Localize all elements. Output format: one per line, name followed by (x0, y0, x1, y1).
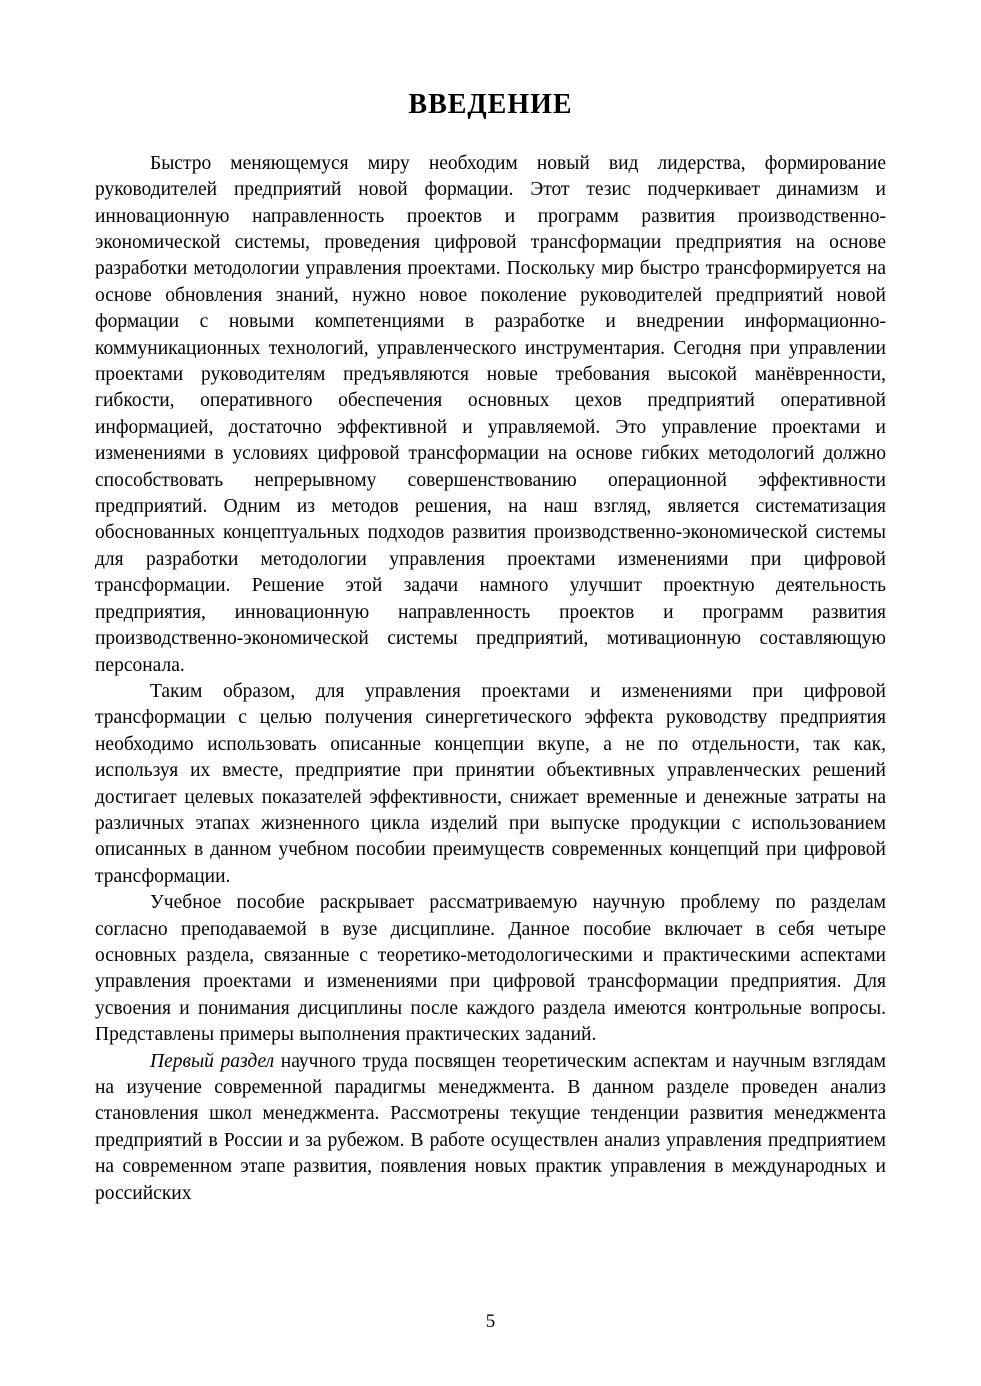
paragraph-4-body: научного труда посвящен теоретическим аспектам и научным взглядам на изучение современной парадигмы менеджмента. В данном разделе проведен анализ становления школ менеджмента. Рассмотрены текущие тенденции развития менеджмента предприятий в России и за рубежом. В работе осуществлен анализ управления предприятием на современном этапе развития, появления новых практик управления в международных и российских (95, 1050, 886, 1204)
body-text (95, 151, 886, 1207)
page-title: ВВЕДЕНИЕ (408, 89, 573, 120)
page-number: 5 (485, 1311, 496, 1332)
paragraph-2: Таким образом, для управления проектами и изменениями при цифровой трансформации с целью получения синергетического эффекта руководству предприятия необходимо использовать описанные концепции вкупе, а не по отдельности, так как, используя их вместе, предприятие при принятии объективных управленческих решений достигает целевых показателей эффективности, снижает временные и денежные затраты на различных этапах жизненного цикла изделий при выпуске продукции с использованием описанных в данном учебном пособии преимуществ современных концепций при цифровой трансформации. (95, 680, 886, 887)
paragraph-4 (95, 1049, 886, 1207)
paragraph-4-italic-lead: Первый раздел (150, 1050, 275, 1072)
paragraph-1: Быстро меняющемуся миру необходим новый вид лидерства, формирование руководителей предприятий новой формации. Этот тезис подчеркивает динамизм и инновационную направленность проектов и программ развития производственно-экономической системы, проведения цифровой трансформации предприятия на основе разработки методологии управления проектами. Поскольку мир быстро трансформируется на основе обновления знаний, нужно новое поколение руководителей предприятий новой формации с новыми компетенциями в разработке и внедрении информационно-коммуникационных технологий, управленческого инструментария. Сегодня при управлении проектами руководителям предъявляются новые требования высокой манёвренности, гибкости, оперативного обеспечения основных цехов предприятий оперативной информацией, достаточно эффективной и управляемой. Это управление проектами и изменениями в условиях цифровой трансформации на основе гибких методологий должно способствовать непрерывному совершенствованию операционной эффективности предприятий. Одним из методов решения, на наш взгляд, является систематизация обоснованных концептуальных подходов развития производственно-экономической системы для разработки методологии управления проектами изменениями при цифровой трансформации. Решение этой задачи намного улучшит проектную деятельность предприятия, инновационную направленность проектов и программ развития производственно-экономической системы предприятий, мотивационную составляющую персонала. (95, 152, 886, 676)
paragraph-3: Учебное пособие раскрывает рассматриваемую научную проблему по разделам согласно преподаваемой в вузе дисциплине. Данное пособие включает в себя четыре основных раздела, связанные с теоретико-методологическими и практическими аспектами управления проектами и изменениями при цифровой трансформации предприятия. Для усвоения и понимания дисциплины после каждого раздела имеются контрольные вопросы. Представлены примеры выполнения практических заданий. (95, 892, 886, 1046)
